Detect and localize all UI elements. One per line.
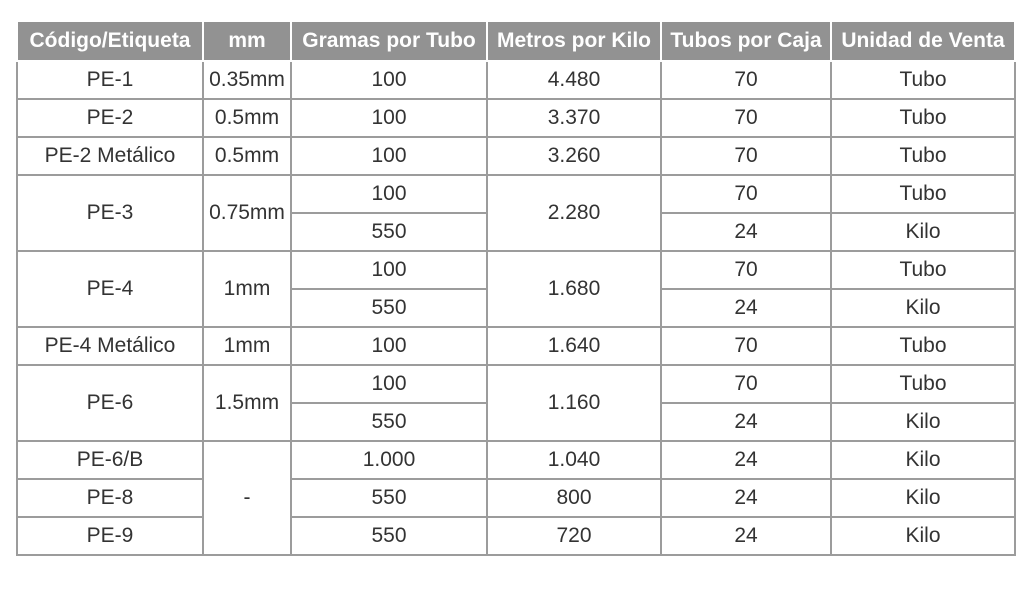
header-grams: Gramas por Tubo (291, 22, 487, 61)
cell-unit: Kilo (831, 517, 1015, 555)
cell-mm: 1mm (203, 251, 291, 327)
table-row (17, 517, 1015, 555)
cell-tubes: 70 (661, 61, 831, 99)
table-row (17, 251, 1015, 289)
cell-code: PE-4 Metálico (17, 327, 203, 365)
cell-unit: Kilo (831, 213, 1015, 251)
table-row (17, 99, 1015, 137)
cell-code: PE-1 (17, 61, 203, 99)
cell-mm: 1.5mm (203, 365, 291, 441)
table-row (17, 479, 1015, 517)
table-row (17, 137, 1015, 175)
product-table (16, 22, 1016, 556)
cell-code: PE-9 (17, 517, 203, 555)
cell-code: PE-3 (17, 175, 203, 251)
cell-unit: Kilo (831, 441, 1015, 479)
cell-tubes: 70 (661, 327, 831, 365)
table-header-row (17, 22, 1015, 61)
cell-tubes: 70 (661, 137, 831, 175)
cell-unit: Kilo (831, 289, 1015, 327)
cell-meters: 4.480 (487, 61, 661, 99)
cell-unit: Kilo (831, 403, 1015, 441)
cell-grams: 550 (291, 517, 487, 555)
cell-code: PE-6/B (17, 441, 203, 479)
cell-meters: 2.280 (487, 175, 661, 251)
cell-tubes: 24 (661, 517, 831, 555)
table-row (17, 327, 1015, 365)
cell-grams: 100 (291, 137, 487, 175)
cell-meters: 1.160 (487, 365, 661, 441)
cell-unit: Tubo (831, 327, 1015, 365)
table-row (17, 365, 1015, 403)
cell-tubes: 24 (661, 289, 831, 327)
cell-grams: 550 (291, 213, 487, 251)
cell-meters: 800 (487, 479, 661, 517)
cell-code: PE-2 (17, 99, 203, 137)
cell-grams: 100 (291, 175, 487, 213)
cell-tubes: 70 (661, 99, 831, 137)
header-code: Código/Etiqueta (17, 22, 203, 61)
cell-unit: Tubo (831, 365, 1015, 403)
cell-unit: Tubo (831, 99, 1015, 137)
table-row (17, 61, 1015, 99)
header-meters: Metros por Kilo (487, 22, 661, 61)
cell-mm: 0.5mm (203, 137, 291, 175)
cell-tubes: 24 (661, 213, 831, 251)
header-mm: mm (203, 22, 291, 61)
table-row (17, 441, 1015, 479)
cell-grams: 100 (291, 61, 487, 99)
cell-tubes: 70 (661, 175, 831, 213)
cell-grams: 550 (291, 403, 487, 441)
cell-unit: Tubo (831, 251, 1015, 289)
cell-mm: 0.35mm (203, 61, 291, 99)
cell-mm: 1mm (203, 327, 291, 365)
cell-tubes: 70 (661, 365, 831, 403)
cell-unit: Kilo (831, 479, 1015, 517)
cell-meters: 1.640 (487, 327, 661, 365)
cell-code: PE-4 (17, 251, 203, 327)
cell-grams: 1.000 (291, 441, 487, 479)
cell-meters: 1.680 (487, 251, 661, 327)
cell-meters: 720 (487, 517, 661, 555)
product-table-container (16, 22, 1016, 556)
cell-grams: 100 (291, 365, 487, 403)
cell-unit: Tubo (831, 137, 1015, 175)
cell-meters: 1.040 (487, 441, 661, 479)
cell-code: PE-2 Metálico (17, 137, 203, 175)
cell-unit: Tubo (831, 175, 1015, 213)
cell-unit: Tubo (831, 61, 1015, 99)
table-row (17, 175, 1015, 213)
cell-tubes: 70 (661, 251, 831, 289)
cell-grams: 550 (291, 479, 487, 517)
cell-grams: 100 (291, 99, 487, 137)
cell-tubes: 24 (661, 479, 831, 517)
cell-mm: - (203, 441, 291, 555)
cell-tubes: 24 (661, 441, 831, 479)
header-unit: Unidad de Venta (831, 22, 1015, 61)
cell-grams: 100 (291, 327, 487, 365)
cell-grams: 100 (291, 251, 487, 289)
cell-code: PE-8 (17, 479, 203, 517)
cell-meters: 3.370 (487, 99, 661, 137)
cell-tubes: 24 (661, 403, 831, 441)
cell-code: PE-6 (17, 365, 203, 441)
header-tubes: Tubos por Caja (661, 22, 831, 61)
cell-grams: 550 (291, 289, 487, 327)
cell-meters: 3.260 (487, 137, 661, 175)
cell-mm: 0.75mm (203, 175, 291, 251)
cell-mm: 0.5mm (203, 99, 291, 137)
